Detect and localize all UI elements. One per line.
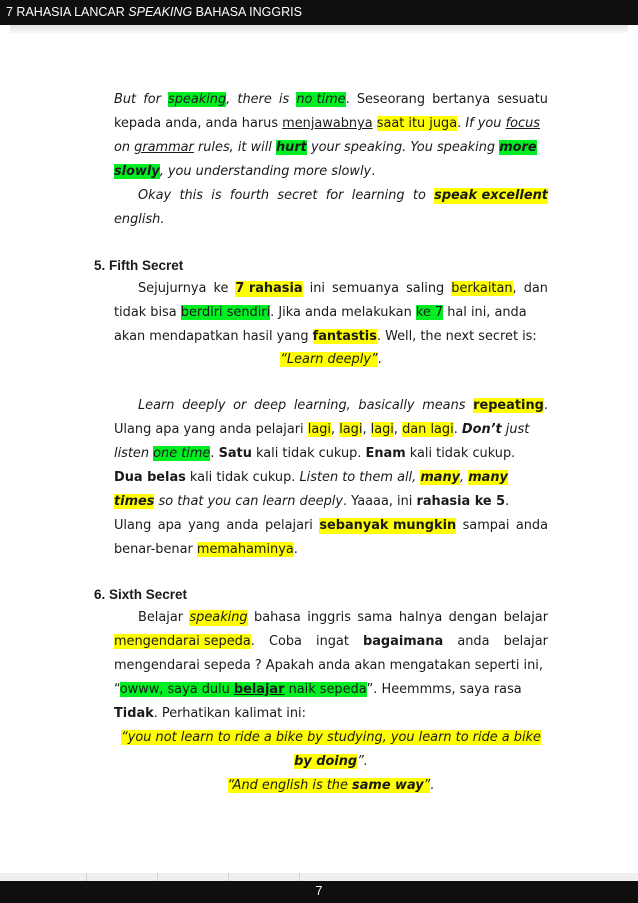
word: there xyxy=(237,92,272,107)
highlight: dan lagi xyxy=(402,422,454,437)
word: anda xyxy=(515,518,548,533)
text: , you understanding more slowly xyxy=(159,164,372,179)
word: is xyxy=(278,92,290,107)
text: listen xyxy=(114,446,154,461)
word: sampai xyxy=(462,518,510,533)
word: belajar xyxy=(503,610,548,625)
text: , xyxy=(362,422,371,437)
text: “And english is the xyxy=(227,778,353,793)
text-line xyxy=(114,140,548,156)
text: Ulang apa yang anda pelajari xyxy=(114,422,308,437)
word: Okay xyxy=(138,188,172,203)
word: Coba xyxy=(268,634,302,649)
highlight: berdiri sendiri xyxy=(180,305,271,320)
text: akan mendapatkan hasil yang xyxy=(114,329,313,344)
text: If you xyxy=(465,116,506,131)
text-line xyxy=(114,634,548,650)
highlight: speaking xyxy=(168,92,227,107)
highlight xyxy=(228,778,431,793)
word: for xyxy=(143,92,161,107)
highlight: “Learn deeply” xyxy=(280,352,378,367)
header-title-italic: SPEAKING xyxy=(128,5,193,19)
text-line xyxy=(114,116,548,132)
footer-rule xyxy=(0,873,638,881)
word: inggris xyxy=(307,610,351,625)
word: dengan xyxy=(448,610,498,625)
text: . Yaaaa, ini xyxy=(342,494,417,509)
word: dan xyxy=(523,281,548,296)
quote-line xyxy=(114,754,548,770)
quote-line xyxy=(114,730,548,746)
text: hal ini, anda xyxy=(443,305,527,320)
text-line xyxy=(114,518,548,534)
word: or xyxy=(233,398,247,413)
text-line xyxy=(114,470,508,486)
word: ke xyxy=(213,281,229,296)
highlight: no time xyxy=(296,92,346,107)
highlight: saat itu juga xyxy=(376,116,458,131)
word: Sejujurnya xyxy=(138,281,207,296)
section-heading: 5. Fifth Secret xyxy=(94,258,184,273)
underlined-text: menjawabnya xyxy=(282,116,373,131)
text: . xyxy=(377,352,382,367)
highlight: repeating xyxy=(473,398,544,413)
text: tidak bisa xyxy=(114,305,181,320)
highlight: mengendarai sepeda xyxy=(114,634,251,649)
word: deep xyxy=(253,398,287,413)
text-line: english. xyxy=(114,212,165,227)
header-rule xyxy=(10,25,628,33)
quote-line xyxy=(114,778,548,794)
text-line xyxy=(114,422,529,438)
word: means xyxy=(422,398,466,413)
highlight: more xyxy=(499,140,537,155)
text: belajar xyxy=(233,682,285,697)
word: anda xyxy=(457,634,490,649)
text: Don’t xyxy=(461,422,502,437)
highlight: hurt xyxy=(275,140,307,155)
text: . xyxy=(505,494,510,509)
highlight: many xyxy=(468,470,508,485)
running-header xyxy=(0,0,638,25)
word: , xyxy=(226,92,231,107)
text: rahasia ke 5 xyxy=(416,494,506,509)
text-line xyxy=(138,188,548,204)
text: ”. xyxy=(357,754,368,769)
text: . xyxy=(293,542,298,557)
highlight: many xyxy=(420,470,461,485)
word: ini xyxy=(309,281,325,296)
word: Ulang xyxy=(114,518,152,533)
word: Learn xyxy=(138,398,175,413)
word: ingat xyxy=(316,634,349,649)
word: learning, xyxy=(293,398,351,413)
word: this xyxy=(179,188,203,203)
word: But xyxy=(114,92,137,107)
text: “ xyxy=(114,682,120,697)
text: your speaking. You speaking xyxy=(306,140,500,155)
word: bertanya xyxy=(432,92,491,107)
text: . xyxy=(210,446,219,461)
text: benar-benar xyxy=(114,542,197,557)
highlight: lagi xyxy=(307,422,331,437)
text: just xyxy=(501,422,530,437)
word: sesuatu xyxy=(497,92,548,107)
word: for xyxy=(325,188,344,203)
word: , xyxy=(512,281,517,296)
highlight: slowly xyxy=(114,164,160,179)
word: belajar xyxy=(503,634,548,649)
text: , xyxy=(330,422,340,437)
text: kali tidak cukup. xyxy=(251,446,366,461)
page-footer xyxy=(0,881,638,903)
highlight: berkaitan xyxy=(451,281,513,296)
text: . xyxy=(457,116,466,131)
word: to xyxy=(412,188,426,203)
highlight: lagi xyxy=(370,422,394,437)
text: . xyxy=(371,164,376,179)
text: . xyxy=(430,778,435,793)
text-line: mengendarai sepeda ? Apakah anda akan mengatakan seperti ini, xyxy=(114,658,543,673)
text: rules, it will xyxy=(193,140,276,155)
word: bahasa xyxy=(254,610,301,625)
highlight: one time xyxy=(153,446,211,461)
text-line xyxy=(114,164,375,180)
page-number: 7 xyxy=(315,884,323,898)
highlight: memahaminya xyxy=(196,542,294,557)
word: deeply xyxy=(182,398,226,413)
word: . xyxy=(250,634,255,649)
word: halnya xyxy=(398,610,443,625)
highlight: speaking xyxy=(189,610,248,625)
text: Satu xyxy=(218,446,252,461)
highlight: lagi xyxy=(339,422,363,437)
text-line xyxy=(114,682,522,698)
text: on xyxy=(114,140,135,155)
word: bagaimana xyxy=(362,634,444,649)
highlight: 7 rahasia xyxy=(235,281,303,296)
highlight: sebanyak mungkin xyxy=(319,518,457,533)
text: so that you can learn deeply xyxy=(154,494,343,509)
highlight: “you not learn to ride a bike by studying, you learn to ride a bike xyxy=(121,730,541,745)
text: same way xyxy=(352,778,424,793)
text: , xyxy=(460,470,469,485)
text: Tidak xyxy=(114,706,154,721)
word: Belajar xyxy=(138,610,184,625)
text: owww, saya dulu xyxy=(119,682,234,697)
text: Dua belas xyxy=(114,470,186,485)
highlight: speak excellent xyxy=(434,188,548,203)
underlined-text: grammar xyxy=(134,140,194,155)
text: . Jika anda melakukan xyxy=(270,305,416,320)
highlight: by doing xyxy=(294,754,358,769)
text: Listen to them all, xyxy=(299,470,421,485)
word: is xyxy=(211,188,222,203)
text: . xyxy=(453,422,462,437)
text: . Well, the next secret is: xyxy=(376,329,537,344)
word: pelajari xyxy=(264,518,313,533)
text-line xyxy=(114,494,509,510)
word: secret xyxy=(277,188,318,203)
header-title: 7 RAHASIA LANCAR xyxy=(6,5,129,19)
text: kali tidak cukup. xyxy=(185,470,300,485)
highlight: fantastis xyxy=(312,329,377,344)
word: Seseorang xyxy=(356,92,426,107)
text-line xyxy=(114,305,527,321)
highlight: times xyxy=(114,494,155,509)
word: semuanya xyxy=(332,281,400,296)
word: yang xyxy=(188,518,220,533)
text: . Perhatikan kalimat ini: xyxy=(153,706,306,721)
word: fourth xyxy=(229,188,270,203)
section-heading: 6. Sixth Secret xyxy=(94,587,188,602)
text-line xyxy=(138,610,548,626)
text: kali tidak cukup. xyxy=(405,446,516,461)
text-line xyxy=(138,281,548,297)
header-title-rest: BAHASA INGGRIS xyxy=(192,5,302,19)
text: ”. Heemmms, saya rasa xyxy=(366,682,522,697)
text: naik sepeda xyxy=(284,682,367,697)
text: ” xyxy=(423,778,431,793)
underlined-text: focus xyxy=(505,116,540,131)
word: learning xyxy=(351,188,405,203)
word: basically xyxy=(358,398,415,413)
word: apa xyxy=(157,518,182,533)
highlight xyxy=(120,682,367,697)
text-line xyxy=(114,446,515,462)
text-line xyxy=(114,542,298,558)
word: . xyxy=(345,92,350,107)
word: . xyxy=(543,398,548,413)
quote-line xyxy=(114,352,548,368)
highlight: ke 7 xyxy=(415,305,444,320)
text: kepada anda, anda harus xyxy=(114,116,283,131)
text: , xyxy=(393,422,403,437)
text-line xyxy=(138,398,548,414)
text: Enam xyxy=(365,446,406,461)
text-line xyxy=(114,706,306,722)
text-line xyxy=(114,329,537,345)
word: sama xyxy=(357,610,393,625)
text-line xyxy=(114,92,548,108)
word: saling xyxy=(406,281,445,296)
word: anda xyxy=(226,518,259,533)
